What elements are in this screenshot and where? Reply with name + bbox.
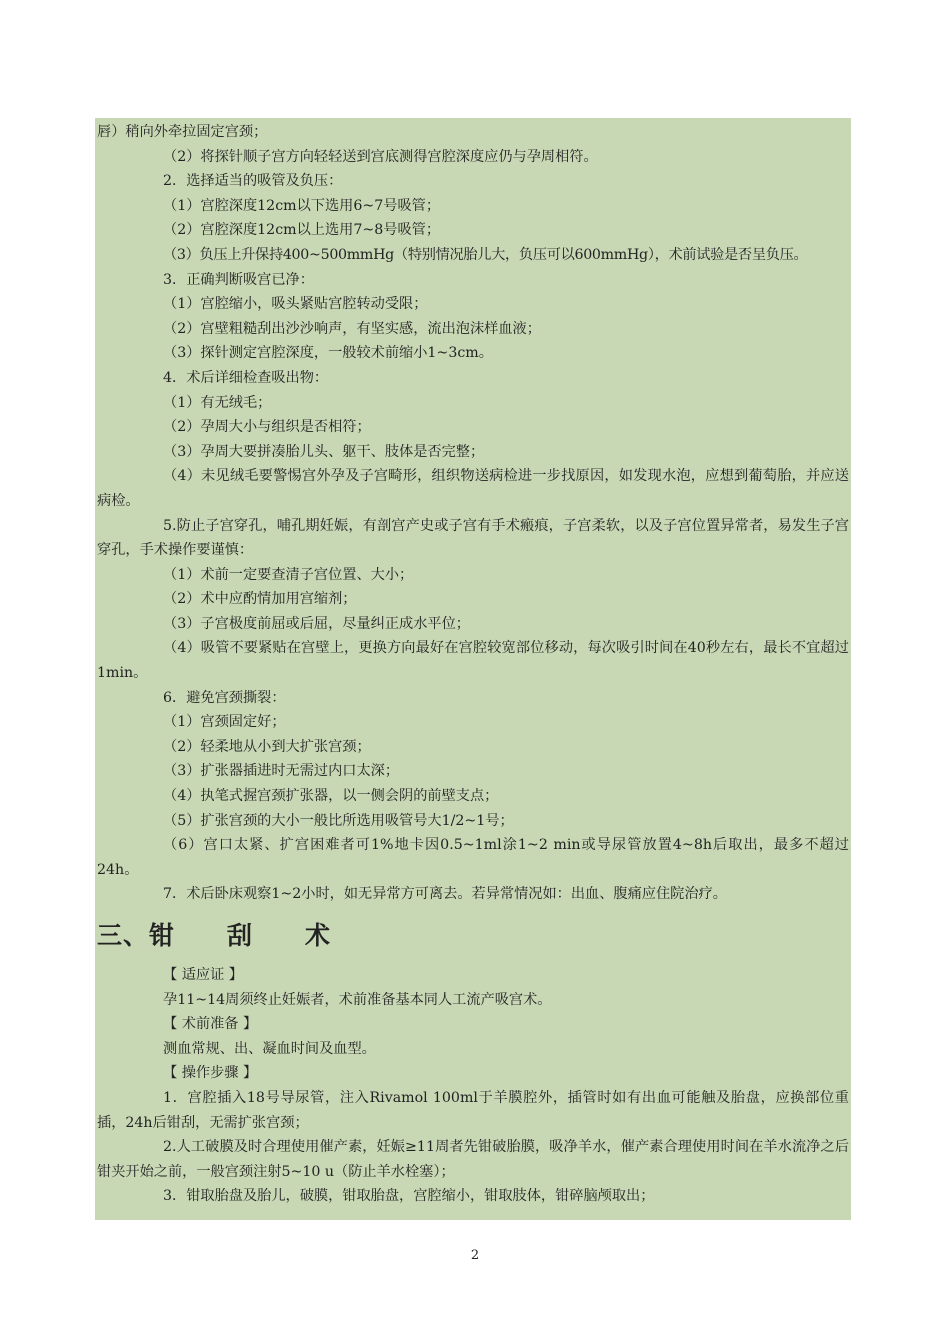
- paragraph: （6）宫口太紧、扩宫困难者可1%地卡因0.5~1ml涂1~2 min或导尿管放置4~8h后取出，最多不超过24h。: [97, 837, 849, 878]
- paragraph-line: （3）探针测定宫腔深度，一般较术前缩小1~3cm。: [163, 345, 493, 362]
- section-heading: [97, 913, 849, 959]
- paragraph-line: （1）术前一定要查清子宫位置、大小；: [163, 566, 414, 583]
- paragraph: 5.防止子宫穿孔，哺孔期妊娠，有剖宫产史或子宫有手术瘢痕，子宫柔软，以及子宫位置异常者，易发生子宫穿孔，手术操作要谨慎：: [97, 517, 849, 559]
- paragraph-line: 6．避免宫颈撕裂：: [163, 689, 286, 706]
- paragraph-line: 孕11~14周须终止妊娠者，术前准备基本同人工流产吸宫术。: [163, 991, 552, 1008]
- paragraph-line: （2）将探针顺子宫方向轻轻送到宫底测得宫腔深度应仍与孕周相符。: [163, 148, 598, 165]
- paragraph-line: （2）宫壁粗糙刮出沙沙响声，有坚实感，流出泡沫样血液；: [163, 320, 541, 337]
- paragraph-line: （1）宫腔缩小，吸头紧贴宫腔转动受限；: [163, 296, 428, 313]
- paragraph-line: （2）术中应酌情加用宫缩剂；: [163, 591, 357, 608]
- paragraph-line: 7．术后卧床观察1~2小时，如无异常方可离去。若异常情况如：出血、腹痛应住院治疗。: [163, 886, 727, 903]
- paragraph: （4）未见绒毛要警惕宫外孕及子宫畸形，组织物送病检进一步找原因，如发现水泡，应想到葡萄胎，并应送病检。: [97, 468, 849, 509]
- heading-part: 刮: [227, 921, 254, 950]
- paragraph-line: 4．术后详细检查吸出物：: [163, 369, 329, 386]
- paragraph-line: （1）宫颈固定好；: [163, 714, 286, 731]
- paragraph-line: （4）执笔式握宫颈扩张器，以一侧会阴的前壁支点；: [163, 788, 499, 805]
- paragraph-line: （5）扩张宫颈的大小一般比所选用吸管号大1/2~1号；: [163, 812, 514, 829]
- paragraph-line: （3）负压上升保持400~500mmHg（特别情况胎儿大，负压可以600mmHg），术前试验是否呈负压。: [163, 246, 808, 263]
- subsection-label: 【 术前准备 】: [163, 1016, 258, 1033]
- heading-part: 三、钳: [97, 921, 176, 950]
- paragraph-line: （3）扩张器插进时无需过内口太深；: [163, 763, 400, 780]
- paragraph-line: 测血常规、出、凝血时间及血型。: [163, 1040, 376, 1057]
- paragraph-line: （2）宫腔深度12cm以上选用7~8号吸管；: [163, 222, 441, 239]
- paragraph-line: 2．选择适当的吸管及负压：: [163, 173, 343, 190]
- paragraph-line: （2）孕周大小与组织是否相符；: [163, 419, 371, 436]
- paragraph-line: （1）宫腔深度12cm以下选用6~7号吸管；: [163, 197, 441, 214]
- paragraph: 2.人工破膜及时合理使用催产素，妊娠≥11周者先钳破胎膜，吸净羊水，催产素合理使用时间在羊水流净之后钳夹开始之前，一般宫颈注射5~10 u（防止羊水栓塞）；: [97, 1139, 849, 1180]
- paragraph-line: （1）有无绒毛；: [163, 394, 272, 411]
- subsection-label: 【 操作步骤 】: [163, 1065, 258, 1082]
- paragraph-line: （2）轻柔地从小到大扩张宫颈；: [163, 738, 371, 755]
- heading-part: 术: [305, 921, 332, 950]
- paragraph-line: 3．钳取胎盘及胎儿，破膜，钳取胎盘，宫腔缩小，钳取肢体，钳碎脑颅取出；: [163, 1188, 655, 1205]
- page-number: 2: [470, 1248, 480, 1263]
- document-body: [95, 118, 851, 1220]
- paragraph-line: 唇）稍向外牵拉固定宫颈；: [97, 124, 268, 140]
- subsection-label: 【 适应证 】: [163, 967, 243, 983]
- paragraph-line: 3．正确判断吸宫已净：: [163, 271, 314, 288]
- paragraph: （4）吸管不要紧贴在宫壁上，更换方向最好在宫腔较宽部位移动，每次吸引时间在40秒左右，最长不宜超过1min。: [97, 640, 849, 682]
- paragraph: 1．宫腔插入18号导尿管，注入Rivamol 100ml于羊膜腔外，插管时如有出血可能触及胎盘，应换部位重插，24h后钳刮，无需扩张宫颈；: [97, 1089, 849, 1131]
- paragraph-line: （3）子宫极度前屈或后屈，尽量纠正成水平位；: [163, 615, 470, 632]
- paragraph-line: （3）孕周大要拼凑胎儿头、躯干、肢体是否完整；: [163, 443, 485, 460]
